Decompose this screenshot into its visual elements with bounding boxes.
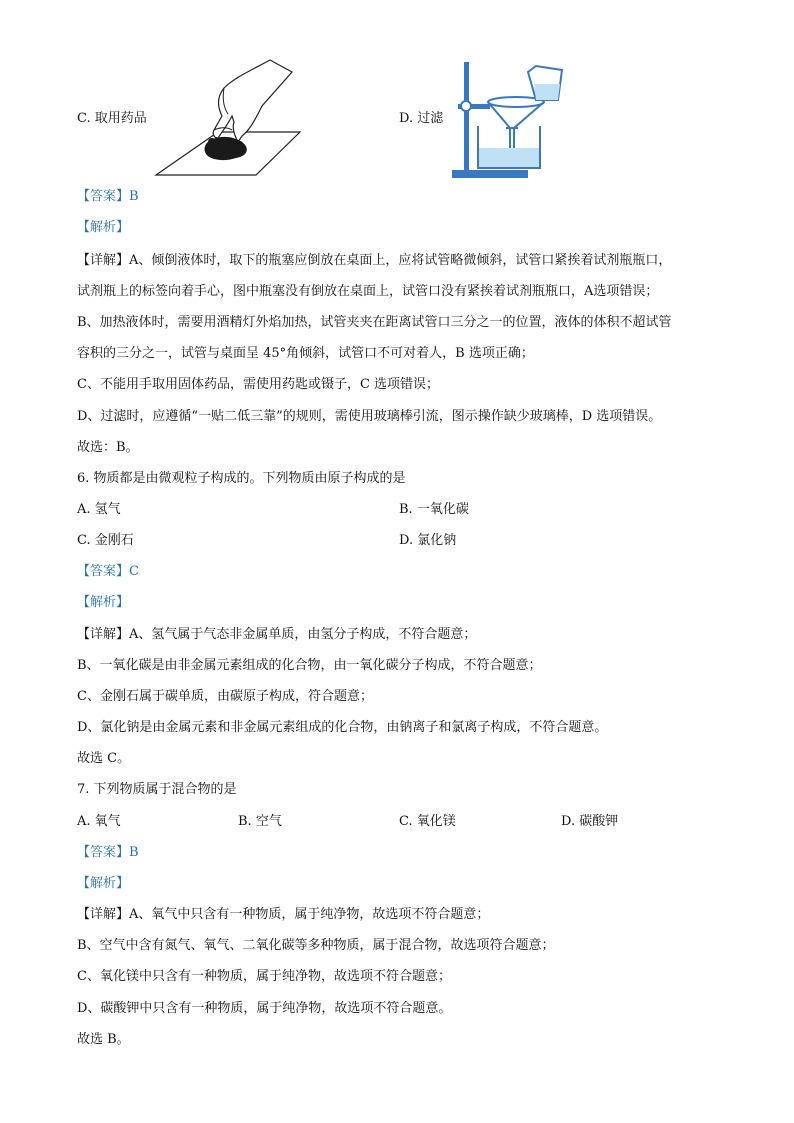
q6-option-b: B. 一氧化碳 [399, 502, 469, 517]
q5-analysis-heading: 【解析】 [77, 220, 130, 235]
q6-conclusion: 故选 C。 [77, 751, 131, 766]
q7-stem: 7. 下列物质属于混合物的是 [77, 782, 237, 797]
q5-answer: 【答案】B [77, 189, 139, 204]
q7-option-c: C. 氧化镁 [399, 814, 456, 829]
q5-option-c: C. 取用药品 [77, 111, 147, 126]
q6-stem: 6. 物质都是由微观粒子构成的。下列物质由原子构成的是 [77, 471, 406, 486]
q5-detail-line: D、过滤时，应遵循“一贴二低三靠”的规则，需使用玻璃棒引流，图示操作缺少玻璃棒，D 选项错误。 [77, 409, 662, 424]
q6-answer: 【答案】C [77, 564, 139, 579]
take-medicine-hand-figure [152, 58, 302, 178]
q7-detail-line: C、氧化镁中只含有一种物质，属于纯净物，故选项不符合题意； [77, 969, 451, 984]
q6-option-d: D. 氯化钠 [399, 533, 457, 548]
q6-option-c: C. 金刚石 [77, 533, 134, 548]
q5-detail-line: B、加热液体时，需要用酒精灯外焰加热，试管夹夹在距离试管口三分之一的位置，液体的体积不超试管 [77, 315, 672, 330]
filtration-apparatus-figure [448, 58, 570, 182]
q5-detail-line: C、不能用手取用固体药品，需使用药匙或镊子，C 选项错误； [77, 377, 440, 392]
q6-analysis-heading: 【解析】 [77, 595, 130, 610]
q7-answer: 【答案】B [77, 845, 139, 860]
q6-option-a: A. 氢气 [77, 502, 121, 517]
q6-detail-line: 【详解】A、氢气属于气态非金属单质，由氢分子构成，不符合题意； [77, 627, 477, 642]
q5-detail-line: 【详解】A、倾倒液体时，取下的瓶塞应倒放在桌面上，应将试管略微倾斜，试管口紧挨着试剂瓶瓶口， [77, 253, 672, 268]
q5-option-d: D. 过滤 [399, 111, 444, 126]
q7-detail-line: 【详解】A、氧气中只含有一种物质，属于纯净物，故选项不符合题意； [77, 907, 490, 922]
q6-detail-line: B、一氧化碳是由非金属元素组成的化合物，由一氧化碳分子构成，不符合题意； [77, 658, 542, 673]
q5-detail-line: 容积的三分之一，试管与桌面呈 45°角倾斜，试管口不可对着人，B 选项正确； [77, 346, 534, 361]
q7-option-a: A. 氧气 [77, 814, 121, 829]
q7-option-d: D. 碳酸钾 [561, 814, 619, 829]
q7-detail-line: B、空气中含有氮气、氧气、二氧化碳等多种物质，属于混合物，故选项符合题意； [77, 938, 555, 953]
q7-detail-line: D、碳酸钾中只含有一种物质，属于纯净物，故选项不符合题意。 [77, 1001, 452, 1016]
q5-conclusion: 故选：B。 [77, 440, 139, 455]
q7-conclusion: 故选 B。 [77, 1032, 130, 1047]
q7-option-b: B. 空气 [238, 814, 282, 829]
q6-detail-line: D、氯化钠是由金属元素和非金属元素组成的化合物，由钠离子和氯离子构成，不符合题意。 [77, 720, 608, 735]
q5-detail-line: 试剂瓶上的标签向着手心，图中瓶塞没有倒放在桌面上，试管口没有紧挨着试剂瓶瓶口，A选项错误； [77, 284, 659, 299]
q7-analysis-heading: 【解析】 [77, 876, 130, 891]
q6-detail-line: C、金刚石属于碳单质，由碳原子构成，符合题意； [77, 689, 373, 704]
